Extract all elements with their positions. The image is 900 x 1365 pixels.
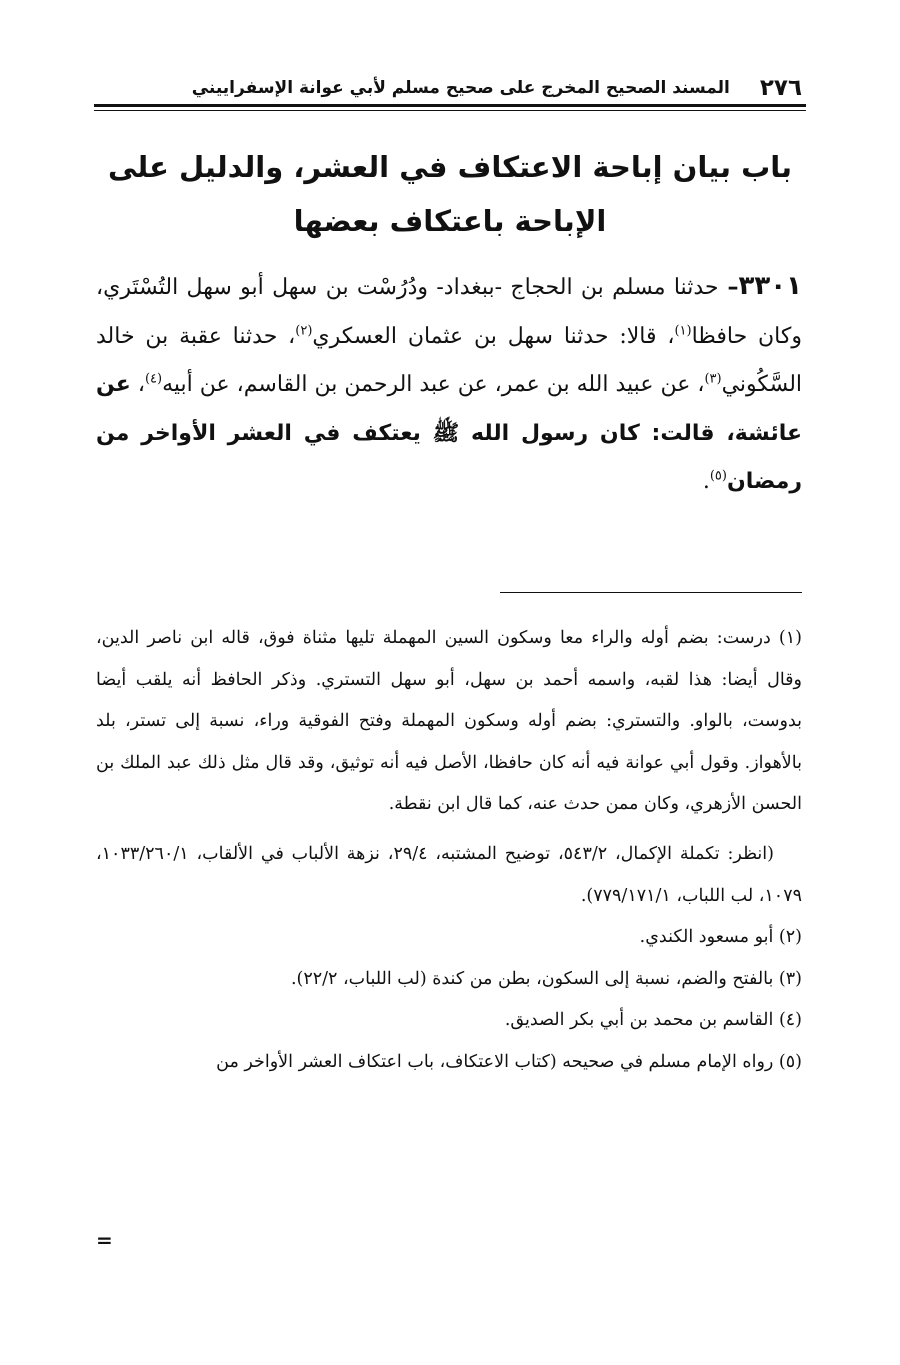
hadith-end: . [702, 469, 710, 494]
footnote-4: (٤) القاسم بن محمد بن أبي بكر الصديق. [504, 1010, 802, 1031]
hadith-dash: – [718, 275, 739, 300]
hadith-text [96, 262, 802, 507]
continuation-mark: = [96, 1228, 113, 1252]
hadith-separator: ، [130, 372, 145, 397]
footnote-1: (١) درست: بضم أوله والراء معا وسكون السين المهملة تليها مثناة فوق، قاله ابن ناصر الدين، وقال أيضا: هذا لقبه، واسمه أحمد بن سهل، أبو سهل التستري. وذكر الحافظ أنه يلقب أيضا بدوست، بالواو. والتستري: بضم أوله وسكون المهملة وفتح الفوقية وراء، نسبة إلى تستر، بلد بالأهواز. وقول أبي عوانة فيه أنه كان حافظا، الأصل فيه أنه توثيق، وقد قال مثل ذلك عبد الملك بن الحسن الأزهري، وكان ممن حدث عنه، كما قال ابن نقطة. [96, 628, 802, 815]
hadith-isnad-4: ، عن عبيد الله بن عمر، عن عبد الرحمن بن القاسم، عن أبيه [162, 372, 705, 397]
page-header [96, 70, 802, 106]
hadith-isnad-1: حدثنا مسلم بن الحجاج -ببغداد- ودُرُسْت بن سهل أبو سهل التُسْتَري، وكان حافظا [96, 275, 802, 349]
running-title: المسند الصحيح المخرج على صحيح مسلم لأبي عوانة الإسفراييني [191, 78, 730, 98]
footnote-1-references: (انظر: تكملة الإكمال، ٥٤٣/٢، توضيح المشتبه، ٢٩/٤، نزهة الألباب في الألقاب، ١٠٣٣/٢٦٠/١، ١٠٧٩، لب اللباب، ٧٧٩/١٧١/١). [96, 843, 802, 906]
header-rule [94, 104, 806, 107]
footnote-3: (٣) بالفتح والضم، نسبة إلى السكون، بطن من كندة (لب اللباب، ٢٢/٢). [290, 968, 802, 989]
footnote-ref-3: (٣) [704, 371, 722, 387]
page-number: ٢٧٦ [759, 75, 802, 101]
footnotes [96, 618, 802, 1084]
header-rule-thin [94, 110, 806, 111]
footnote-2: (٢) أبو مسعود الكندي. [639, 927, 802, 948]
hadith-isnad-3: ، حدثنا عقبة بن خالد السَّكُوني [96, 323, 803, 397]
footnote-ref-1: (١) [674, 323, 692, 339]
hadith-number: ٣٣٠١ [738, 271, 802, 301]
footnote-ref-2: (٢) [295, 323, 313, 339]
footnote-5: (٥) رواه الإمام مسلم في صحيحه (كتاب الاعتكاف، باب اعتكاف العشر الأواخر من [216, 1051, 802, 1072]
footnote-ref-4: (٤) [144, 371, 163, 387]
hadith-isnad-2: ، قالا: حدثنا سهل بن عثمان العسكري [312, 323, 675, 349]
footnote-separator [500, 592, 802, 593]
hadith-matn: عن عائشة، قالت: كان رسول الله ﷺ يعتكف في العشر الأواخر من رمضان [96, 372, 802, 494]
chapter-title: باب بيان إباحة الاعتكاف في العشر، والدليل على الإباحة باعتكاف بعضها [107, 150, 793, 238]
footnote-ref-5: (٥) [709, 468, 727, 484]
